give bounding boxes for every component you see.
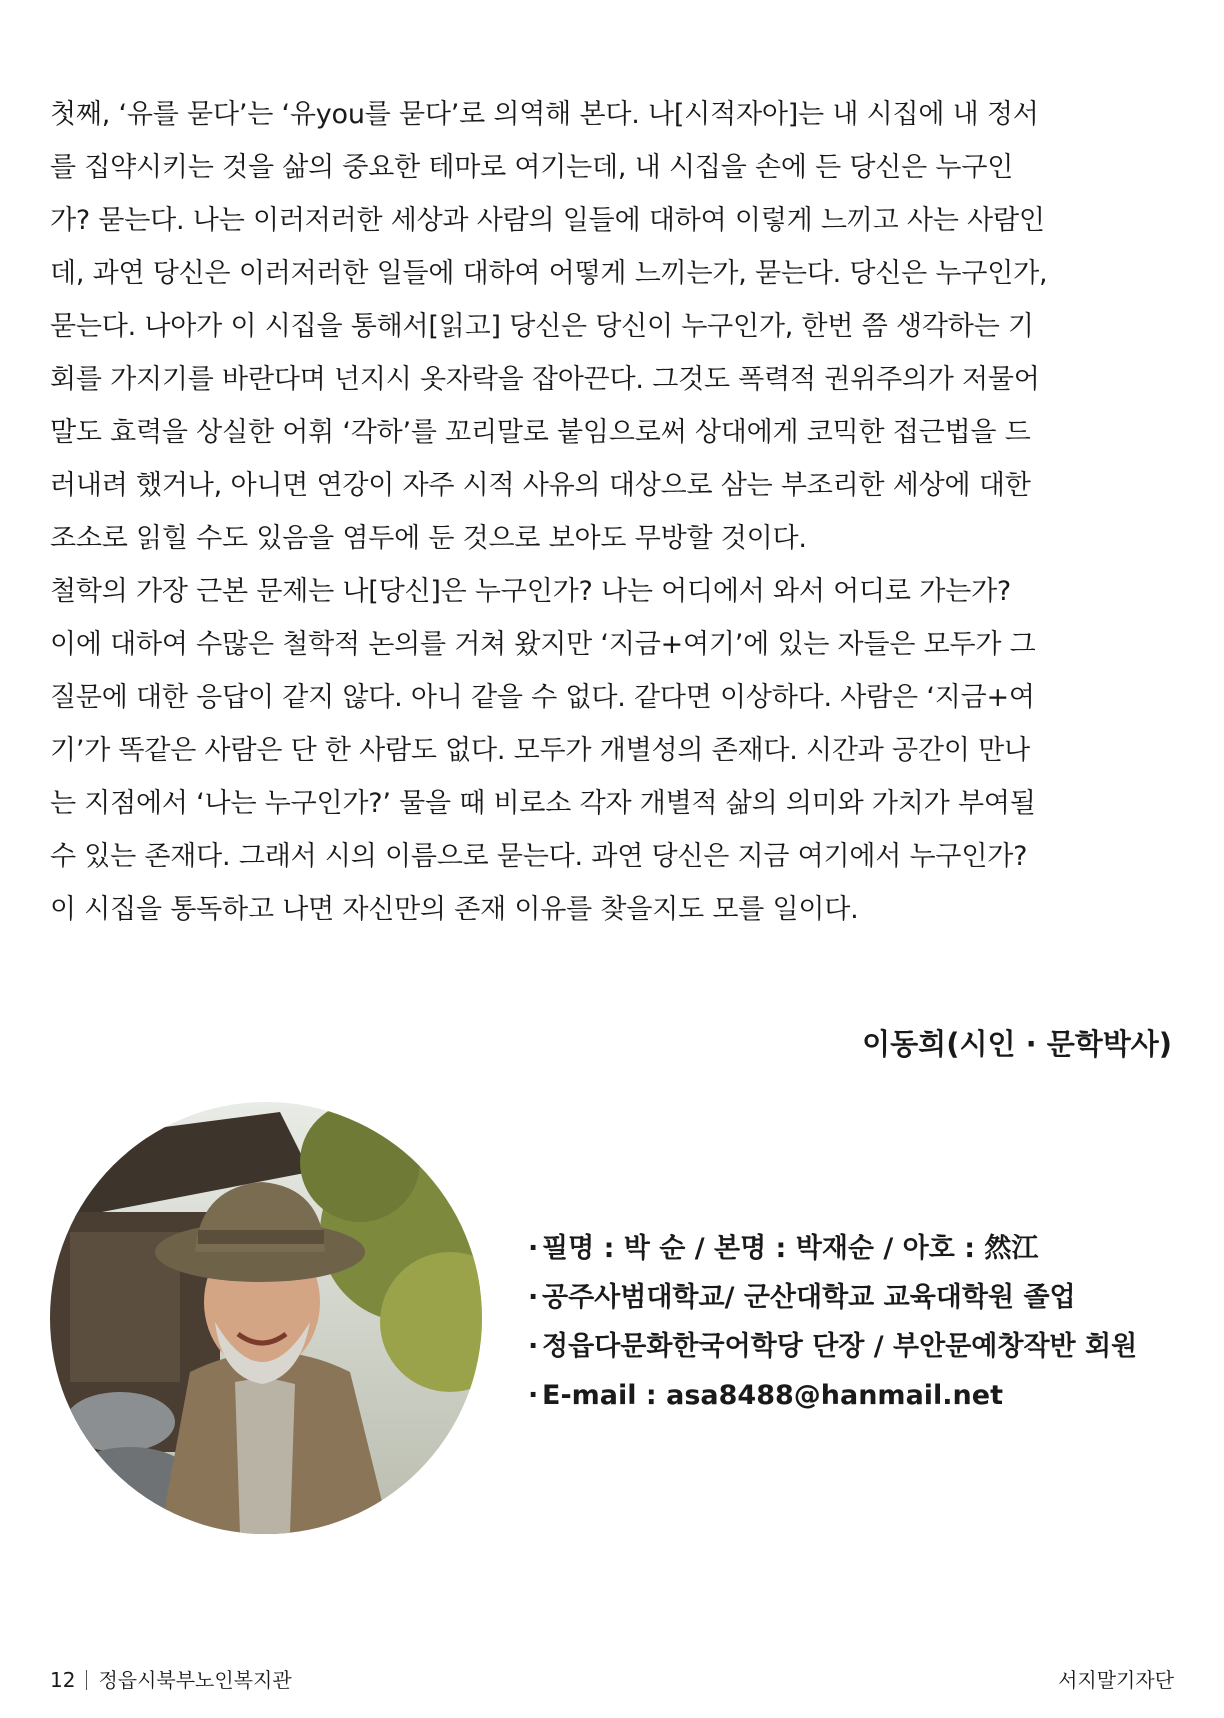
profile-text: E-mail : asa8488@hanmail.net	[542, 1380, 1003, 1411]
text-line: 기’가 똑같은 사람은 단 한 사람도 없다. 모두가 개별성의 존재다. 시간과 공간이 만나	[50, 735, 1030, 766]
profile-item-education	[528, 1273, 1137, 1322]
text-line: 수 있는 존재다. 그래서 시의 이름으로 묻는다. 과연 당신은 지금 여기에서 누구인가?	[50, 841, 1028, 872]
paragraph-1	[50, 88, 1180, 565]
profile-text: 공주사범대학교/ 군산대학교 교육대학원 졸업	[542, 1282, 1076, 1313]
paragraph-2	[50, 565, 1180, 936]
bullet: ·	[528, 1233, 539, 1264]
text-line: 묻는다. 나아가 이 시집을 통해서[읽고] 당신은 당신이 누구인가, 한번 쯤 생각하는 기	[50, 311, 1034, 342]
profile-text: 정읍다문화한국어학당 단장 / 부안문예창작반 회원	[542, 1331, 1138, 1362]
profile-item-pen-name	[528, 1224, 1137, 1273]
profile-text: 필명 : 박 순 / 본명 : 박재순 / 아호 : 然江	[542, 1233, 1039, 1264]
text-line: 가? 묻는다. 나는 이러저러한 세상과 사람의 일들에 대하여 이렇게 느끼고 사는 사람인	[50, 205, 1045, 236]
text-line: 첫째, ‘유를 묻다’는 ‘유you를 묻다’로 의역해 본다. 나[시적자아]는 내 시집에 내 정서	[50, 99, 1039, 130]
footer-divider	[86, 1670, 87, 1690]
text-line: 회를 가지기를 바란다며 넌지시 옷자락을 잡아끈다. 그것도 폭력적 권위주의가 저물어	[50, 364, 1040, 395]
article-body	[50, 88, 1180, 936]
author-profile	[528, 1224, 1137, 1420]
text-line: 러내려 했거나, 아니면 연강이 자주 시적 사유의 대상으로 삼는 부조리한 세상에 대한	[50, 470, 1031, 501]
bullet: ·	[528, 1282, 539, 1313]
text-line: 는 지점에서 ‘나는 누구인가?’ 물을 때 비로소 각자 개별적 삶의 의미와 가치가 부여될	[50, 788, 1036, 819]
text-line: 조소로 읽힐 수도 있음을 염두에 둔 것으로 보아도 무방할 것이다.	[50, 523, 807, 554]
bullet: ·	[528, 1380, 539, 1411]
section-name: 서지말기자단	[1058, 1668, 1174, 1692]
author-photo	[50, 1102, 482, 1534]
text-line: 이 시집을 통독하고 나면 자신만의 존재 이유를 찾을지도 모를 일이다.	[50, 894, 859, 925]
text-line: 데, 과연 당신은 이러저러한 일들에 대하여 어떻게 느끼는가, 묻는다. 당신은 누구인가,	[50, 258, 1048, 289]
bullet: ·	[528, 1331, 539, 1362]
page-footer-left	[50, 1664, 292, 1693]
profile-item-email	[528, 1371, 1137, 1420]
profile-item-positions	[528, 1322, 1137, 1371]
text-line: 를 집약시키는 것을 삶의 중요한 테마로 여기는데, 내 시집을 손에 든 당신은 누구인	[50, 152, 1014, 183]
author-credit: 이동희(시인 · 문학박사)	[862, 1027, 1172, 1061]
text-line: 말도 효력을 상실한 어휘 ‘각하’를 꼬리말로 붙임으로써 상대에게 코믹한 접근법을 드	[50, 417, 1031, 448]
text-line: 이에 대하여 수많은 철학적 논의를 거쳐 왔지만 ‘지금+여기’에 있는 자들은 모두가 그	[50, 629, 1036, 660]
text-line: 철학의 가장 근본 문제는 나[당신]은 누구인가? 나는 어디에서 와서 어디로 가는가?	[50, 576, 1011, 607]
page-number: 12	[50, 1668, 76, 1692]
text-line: 질문에 대한 응답이 같지 않다. 아니 같을 수 없다. 같다면 이상하다. 사람은 ‘지금+여	[50, 682, 1035, 713]
publisher-name: 정읍시북부노인복지관	[98, 1668, 292, 1692]
